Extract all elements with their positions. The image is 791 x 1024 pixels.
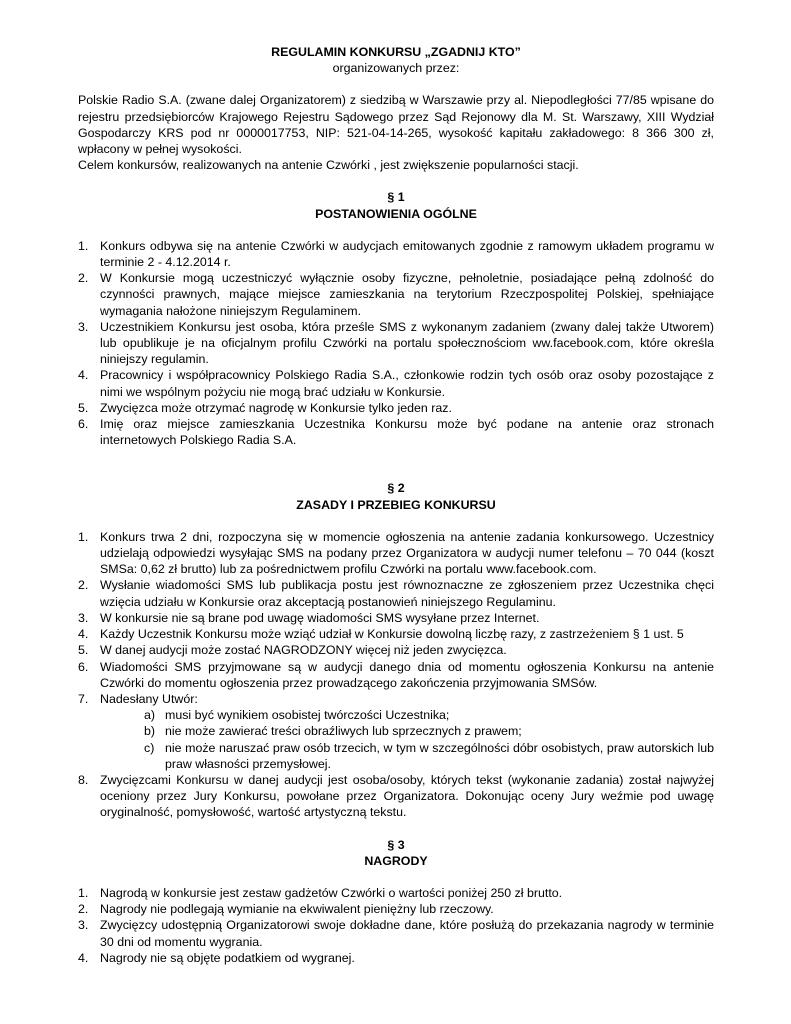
item-number: 4. — [78, 950, 89, 965]
item-number: 7. — [78, 691, 89, 706]
section-3-number: § 3 — [387, 837, 405, 852]
item-number: 3. — [78, 319, 89, 334]
sub-item-letter: a) — [144, 708, 156, 723]
item-text: Imię oraz miejsce zamieszkania Uczestnika Konkursu może być podane na antenie oraz stronach internetowych Polskiego Radia S.A. — [100, 417, 714, 448]
sub-item-text: nie może naruszać praw osób trzecich, w tym w szczególności dóbr osobistych, praw autorskich lub praw własności przemysłowej. — [165, 740, 714, 771]
item-number: 1. — [78, 238, 89, 253]
list-item — [78, 529, 714, 578]
list-item — [78, 950, 714, 966]
item-number: 5. — [78, 400, 89, 415]
item-text: W konkursie nie są brane pod uwagę wiadomości SMS wysyłane przez Internet. — [100, 610, 540, 625]
list-item — [78, 626, 714, 642]
list-item — [78, 367, 714, 399]
item-text: Nagrody nie podlegają wymianie na ekwiwalent pieniężny lub rzeczowy. — [100, 902, 494, 917]
section-1-list — [78, 238, 714, 449]
item-text: Wiadomości SMS przyjmowane są w audycji danego dnia od momentu ogłoszenia Konkursu na antenie Czwórki do momentu ogłoszenia przez prowadzącego zakończenia przyjmowania SMSów. — [100, 659, 714, 690]
regulation-document — [78, 40, 714, 966]
item-number: 3. — [78, 918, 89, 933]
purpose-paragraph: Celem konkursów, realizowanych na antenie Czwórki , jest zwiększenie popularności stacji. — [78, 158, 579, 173]
item-text: Zwycięzcami Konkursu w danej audycji jest osoba/osoby, których tekst (wykonanie zadania) został najwyżej oceniony przez Jury Konkursu, powołane przez Organizatora. Dokonując oceny Jury weźmie pod uwagę oryginalność, pomysłowość, wartość artystyczną tekstu. — [100, 772, 714, 820]
sub-item-letter: b) — [144, 724, 156, 739]
item-text: Pracownicy i współpracownicy Polskiego Radia S.A., członkowie rodzin tych osób oraz osoby pozostające z nimi we wspólnym pożyciu nie mogą brać udziału w Konkursie. — [100, 368, 714, 399]
list-item — [78, 610, 714, 626]
item-number: 2. — [78, 902, 89, 917]
sub-list-item — [100, 723, 714, 739]
item-text: Nagrody nie są objęte podatkiem od wygranej. — [100, 950, 355, 965]
item-number: 2. — [78, 578, 89, 593]
item-number: 4. — [78, 368, 89, 383]
item-text: Zwycięzca może otrzymać nagrodę w Konkursie tylko jeden raz. — [100, 400, 452, 415]
list-item — [78, 772, 714, 821]
sub-list-item — [100, 707, 714, 723]
list-item — [78, 319, 714, 368]
document-subtitle: organizowanych przez: — [332, 61, 460, 76]
list-item — [78, 917, 714, 949]
section-2-number: § 2 — [387, 481, 405, 496]
section-2-heading: ZASADY I PRZEBIEG KONKURSU — [296, 497, 496, 512]
item-number: 2. — [78, 271, 89, 286]
organizer-paragraph: Polskie Radio S.A. (zwane dalej Organizatorem) z siedzibą w Warszawie przy al. Niepodległości 77/85 wpisane do rejestru przedsiębiorców Krajowego Rejestru Sądowego przez Sąd Rejonowy dla M. St. Warszawy, XIII Wydział Gospodarczy KRS pod nr 0000017753, NIP: 521-04-14-265, wysokość kapitału zakładowego: 8 366 300 zł, wpłacony w pełnej wysokości. — [78, 93, 714, 157]
section-1-heading: POSTANOWIENIA OGÓLNE — [315, 206, 477, 221]
sub-list-item — [100, 740, 714, 772]
list-item — [78, 691, 714, 772]
item-number: 5. — [78, 643, 89, 658]
item-text: Wysłanie wiadomości SMS lub publikacja postu jest równoznaczne ze zgłoszeniem przez Uczestnika chęci wzięcia udziału w Konkursie oraz akceptacją postanowień niniejszego Regulaminu. — [100, 578, 714, 609]
item-number: 1. — [78, 529, 89, 544]
list-item — [78, 901, 714, 917]
sub-list — [100, 707, 714, 772]
item-text: Nadesłany Utwór: — [100, 691, 198, 706]
list-item — [78, 642, 714, 658]
list-item — [78, 400, 714, 416]
item-number: 8. — [78, 772, 89, 787]
list-item — [78, 577, 714, 609]
item-text: Konkurs trwa 2 dni, rozpoczyna się w momencie ogłoszenia na antenie zadania konkursowego. Uczestnicy udzielają odpowiedzi wysyłając SMS na podany przez Organizatora w audycji numer telefonu – 70 044 (koszt SMSa: 0,62 zł brutto) lub za pośrednictwem profilu Czwórki na portalu www.facebook.com. — [100, 529, 714, 577]
document-title: REGULAMIN KONKURSU „ZGADNIJ KTO” — [271, 45, 521, 59]
section-3-list — [78, 885, 714, 966]
item-text: Konkurs odbywa się na antenie Czwórki w audycjach emitowanych zgodnie z ramowym układem programu w terminie 2 - 4.12.2014 r. — [100, 238, 714, 270]
list-item — [78, 416, 714, 448]
item-number: 6. — [78, 659, 89, 674]
item-text: Każdy Uczestnik Konkursu może wziąć udział w Konkursie dowolną liczbę razy, z zastrzeżeniem § 1 ust. 5 — [100, 627, 684, 642]
list-item — [78, 885, 714, 901]
item-number: 6. — [78, 417, 89, 432]
item-number: 1. — [78, 885, 89, 900]
item-number: 3. — [78, 610, 89, 625]
list-item — [78, 659, 714, 691]
list-item — [78, 238, 714, 270]
section-1-number: § 1 — [387, 190, 405, 205]
item-text: Nagrodą w konkursie jest zestaw gadżetów Czwórki o wartości poniżej 250 zł brutto. — [100, 885, 563, 900]
sub-item-letter: c) — [144, 740, 155, 755]
section-2-list — [78, 529, 714, 821]
item-text: Uczestnikiem Konkursu jest osoba, która prześle SMS z wykonanym zadaniem (zwany dalej także Utworem) lub opublikuje je na oficjalnym profilu Czwórki na portalu społecznościom ww.facebook.com, które określa niniejszy regulamin. — [100, 319, 714, 367]
section-3-heading: NAGRODY — [364, 853, 428, 868]
item-text: W Konkursie mogą uczestniczyć wyłącznie osoby fizyczne, pełnoletnie, posiadające pełną zdolność do czynności prawnych, mające miejsce zamieszkania na terytorium Rzeczpospolitej Polskiej, spełniające wymagania nałożone niniejszym Regulaminem. — [100, 271, 714, 318]
item-number: 4. — [78, 627, 89, 642]
list-item — [78, 270, 714, 319]
item-text: Zwycięzcy udostępnią Organizatorowi swoje dokładne dane, które posłużą do przekazania nagrody w terminie 30 dni od momentu wygrania. — [100, 918, 714, 949]
sub-item-text: nie może zawierać treści obraźliwych lub sprzecznych z prawem; — [165, 724, 522, 739]
item-text: W danej audycji może zostać NAGRODZONY więcej niż jeden zwycięzca. — [100, 643, 507, 658]
sub-item-text: musi być wynikiem osobistej twórczości Uczestnika; — [165, 708, 450, 723]
